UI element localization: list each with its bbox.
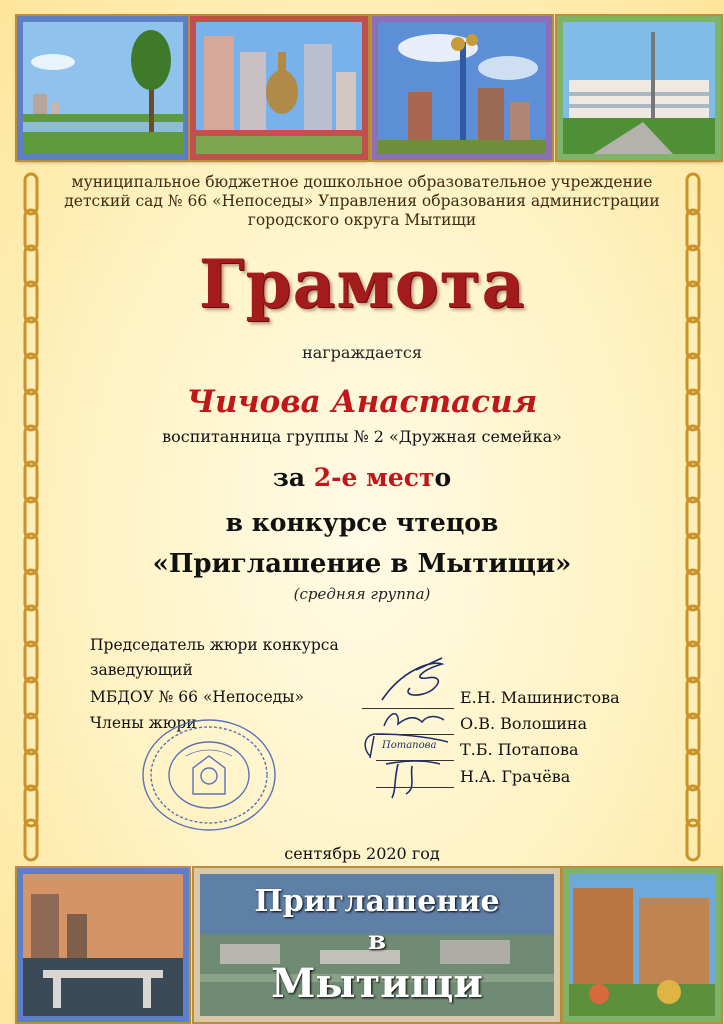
jury-chair-line2: заведующий — [90, 661, 193, 679]
contest-name: «Приглашение в Мытищи» — [152, 549, 572, 579]
recipient-group: воспитанница группы № 2 «Дружная семейка» — [162, 427, 562, 446]
age-group: (средняя группа) — [293, 585, 431, 603]
signature-text: Потапова — [382, 740, 437, 751]
awarded-label: награждается — [302, 343, 422, 362]
jury-chair-line1: Председатель жюри конкурса — [90, 636, 339, 654]
date: сентябрь 2020 год — [284, 844, 440, 863]
photo-school-building — [557, 16, 721, 160]
photo-column-monument — [372, 16, 552, 160]
recipient-name: Чичова Анастасия — [186, 384, 538, 420]
signatory-name: О.В. Волошина — [460, 714, 588, 733]
place-prefix: за — [272, 463, 314, 492]
place-suffix: о — [434, 463, 452, 492]
photo-city-night — [17, 868, 189, 1022]
jury-chair-line3: МБДОУ № 66 «Непоседы» — [90, 688, 304, 706]
banner-line2: в — [367, 926, 387, 956]
place-value: 2-е мест — [313, 463, 435, 492]
photo-banner-aerial — [194, 868, 560, 1022]
contest-line: в конкурсе чтецов — [225, 508, 499, 537]
signatory-name: Н.А. Грачёва — [460, 767, 571, 786]
place-line — [0, 463, 724, 492]
round-seal — [138, 716, 280, 834]
signature-scribble-1 — [372, 650, 452, 710]
signatory-name: Е.Н. Машинистова — [460, 688, 620, 707]
signatory-name: Т.Б. Потапова — [460, 740, 579, 759]
photo-residential-yard — [563, 868, 721, 1022]
banner-line3: Мытищи — [271, 960, 483, 1007]
photo-park — [17, 16, 189, 160]
signature-scribble-4 — [376, 754, 446, 800]
photo-samovar-monument — [190, 16, 368, 160]
jury-members-label: Члены жюри — [90, 714, 197, 732]
organization-name: муниципальное бюджетное дошкольное образовательное учреждение детский сад № 66 «Непоседы» Управления образования администрации городского округа Мытищи — [64, 173, 660, 229]
certificate-title: Грамота — [198, 245, 526, 323]
banner-line1: Приглашение — [254, 884, 500, 919]
